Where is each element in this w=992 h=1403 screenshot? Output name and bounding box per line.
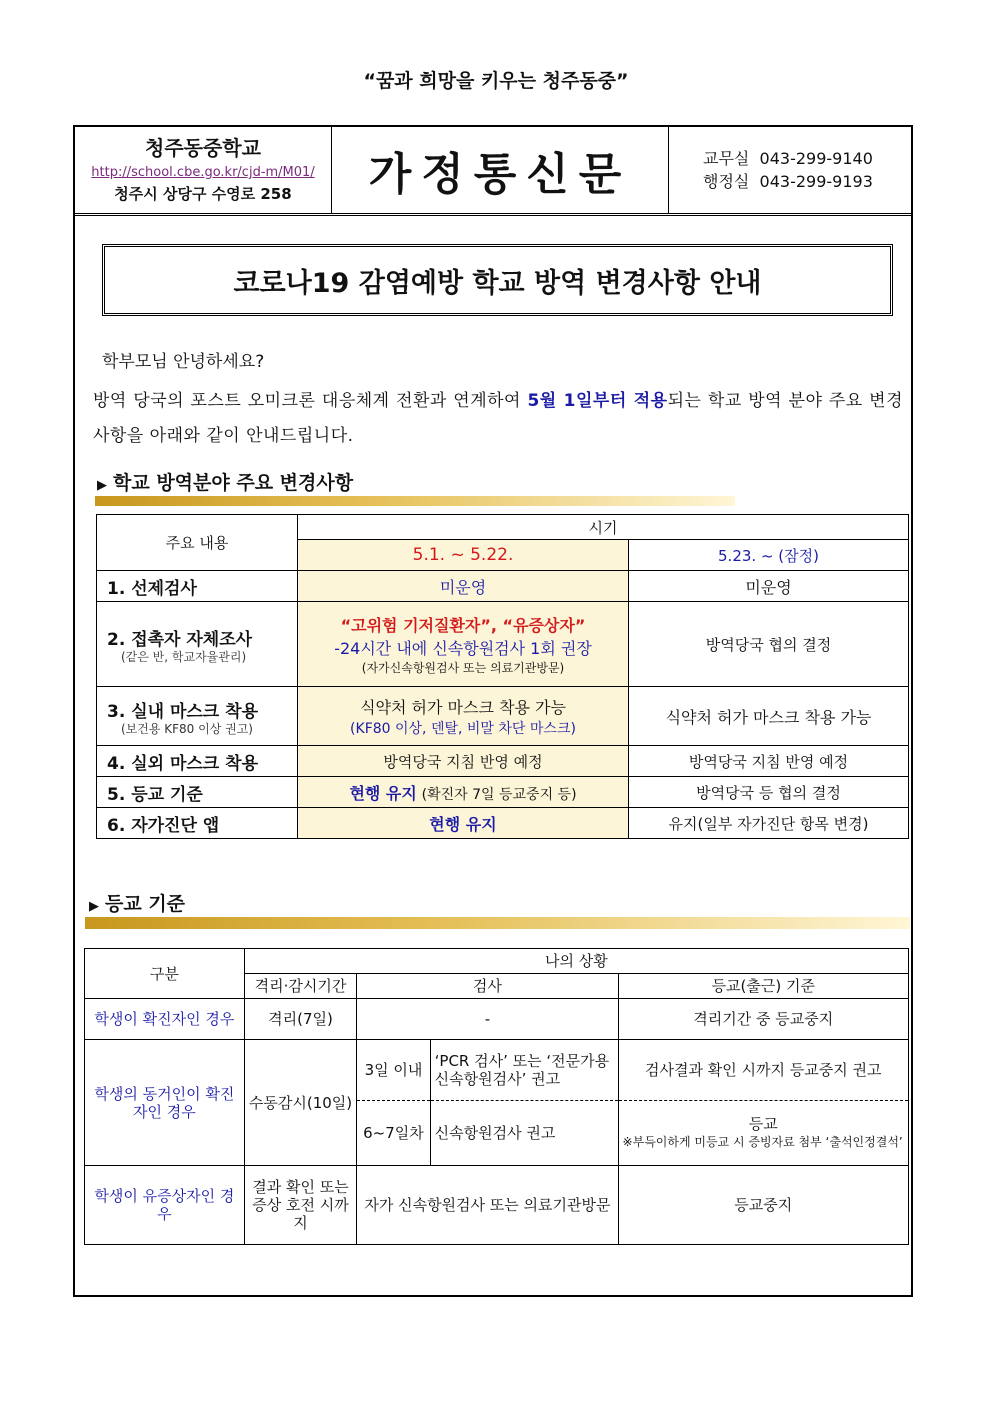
- row-period1: 현행 유지: [298, 808, 629, 839]
- contact-phone: 043-299-9140: [759, 149, 873, 168]
- school-name: 청주동중학교: [145, 136, 261, 160]
- contact-info: [703, 147, 873, 193]
- contact-row: [703, 170, 873, 193]
- header-divider: [75, 215, 911, 216]
- row-period1: 미운영: [298, 571, 629, 602]
- col-header-test: 검사: [357, 974, 618, 999]
- row-period2: 방역당국 협의 결정: [629, 602, 909, 687]
- row-period1-line: -24시간 내에 신속항원검사 1회 권장: [334, 638, 592, 658]
- row-item-note: (같은 반, 학교자율관리): [121, 649, 247, 664]
- notice-title: 코로나19 감염예방 학교 방역 변경사항 안내: [233, 267, 762, 299]
- school-motto: “꿈과 희망을 키우는 청주동중”: [363, 70, 629, 92]
- school-info: [75, 127, 332, 213]
- row-item: 6. 자가진단 앱: [97, 808, 298, 839]
- col-header-attendance: 등교(출근) 기준: [618, 974, 908, 999]
- row-item-note: (보건용 KF80 이상 권고): [121, 721, 253, 736]
- row-period2: 방역당국 지침 반영 예정: [629, 746, 909, 777]
- row-attendance: 등교: [748, 1115, 778, 1133]
- contact-phone: 043-299-9193: [759, 172, 873, 191]
- row-period2: 방역당국 등 협의 결정: [629, 777, 909, 808]
- row-attendance-cell: [618, 1101, 908, 1166]
- row-period1-note: (확진자 7일 등교중지 등): [421, 786, 577, 803]
- row-period1-cell: [298, 777, 629, 808]
- row-when: 3일 이내: [357, 1040, 430, 1101]
- newsletter-title-cell: [332, 127, 669, 213]
- row-item: 1. 선제검사: [97, 571, 298, 602]
- section-heading: [89, 889, 185, 916]
- row-test: ‘PCR 검사’ 또는 ‘전문가용 신속항원검사’ 권고: [430, 1040, 618, 1101]
- row-attendance: 격리기간 중 등교중지: [618, 999, 908, 1040]
- row-item: 5. 등교 기준: [97, 777, 298, 808]
- row-test: -: [357, 999, 618, 1040]
- row-period2: 미운영: [629, 571, 909, 602]
- row-period1-line: “고위험 기저질환자”, “유증상자”: [340, 615, 586, 635]
- intro-highlight: 5월 1일부터 적용: [527, 391, 668, 411]
- attendance-table: [84, 948, 909, 1245]
- row-when: 6~7일차: [357, 1101, 430, 1166]
- newsletter-header: [75, 127, 911, 214]
- col-header-main: 주요 내용: [97, 515, 298, 571]
- row-period1-line: (KF80 이상, 덴탈, 비말 차단 마스크): [350, 720, 576, 737]
- row-period1: 방역당국 지침 반영 예정: [298, 746, 629, 777]
- col-header-isolation: 격리·감시기간: [244, 974, 357, 999]
- row-attendance: 검사결과 확인 시까지 등교중지 권고: [618, 1040, 908, 1101]
- row-period1-cell: [298, 687, 629, 746]
- newsletter-frame: [73, 125, 913, 1297]
- triangle-right-icon: ▶: [97, 478, 107, 493]
- school-address: 청주시 상당구 수영로 258: [114, 185, 292, 203]
- row-item-cell: [97, 687, 298, 746]
- row-period2: 식약처 허가 마스크 착용 가능: [629, 687, 909, 746]
- intro-text: 방역 당국의 포스트 오미크론 대응체계 전환과 연계하여: [93, 391, 528, 411]
- row-item: 2. 접촉자 자체조사: [107, 629, 253, 650]
- row-period1-main: 현행 유지: [349, 783, 417, 803]
- row-item: 4. 실외 마스크 착용: [97, 746, 298, 777]
- notice-title-box: [102, 244, 893, 316]
- section-underline-bar: [95, 496, 735, 506]
- greeting: 학부모님 안녕하세요?: [102, 352, 265, 372]
- row-category: 학생이 확진자인 경우: [85, 999, 245, 1040]
- row-isolation: 수동감시(10일): [244, 1040, 357, 1166]
- period1-header: 5.1. ~ 5.22.: [298, 540, 629, 571]
- section-title: 등교 기준: [105, 893, 186, 915]
- triangle-right-icon: ▶: [89, 899, 99, 914]
- contact-label: 교무실: [703, 149, 750, 168]
- section-underline-bar: [85, 917, 910, 929]
- contact-label: 행정실: [703, 172, 750, 191]
- row-item-cell: [97, 602, 298, 687]
- section-title: 학교 방역분야 주요 변경사항: [113, 472, 354, 494]
- section-heading: [97, 468, 353, 495]
- intro-text: 되는 학교 방역 분야 주요 변경사항을 아래와 같이 안내드립니다.: [93, 391, 903, 446]
- row-item: 3. 실내 마스크 착용: [107, 701, 258, 722]
- intro-paragraph: [93, 384, 903, 454]
- row-attendance: 등교중지: [618, 1166, 908, 1245]
- col-header-category: 구분: [85, 949, 245, 999]
- contact-row: [703, 147, 873, 170]
- row-isolation: 격리(7일): [244, 999, 357, 1040]
- row-attendance-note: ※부득이하게 미등교 시 증빙자료 첨부 ‘출석인정결석’: [622, 1135, 903, 1149]
- row-category: 학생의 동거인이 확진자인 경우: [85, 1040, 245, 1166]
- newsletter-title: 가정통신문: [368, 149, 632, 200]
- row-isolation: 결과 확인 또는 증상 호전 시까지: [244, 1166, 357, 1245]
- row-period1-line: 식약처 허가 마스크 착용 가능: [360, 697, 566, 717]
- period2-header: 5.23. ~ (잠정): [629, 540, 909, 571]
- row-category: 학생이 유증상자인 경우: [85, 1166, 245, 1245]
- col-header-period: 시기: [298, 515, 909, 540]
- row-period1-note: (자가신속항원검사 또는 의료기관방문): [361, 660, 565, 675]
- row-test: 자가 신속항원검사 또는 의료기관방문: [357, 1166, 618, 1245]
- row-period2: 유지(일부 자가진단 항목 변경): [629, 808, 909, 839]
- row-period1-cell: [298, 602, 629, 687]
- changes-table: [96, 514, 909, 839]
- row-test: 신속항원검사 권고: [430, 1101, 618, 1166]
- col-header-situation: 나의 상황: [244, 949, 908, 974]
- school-url-link[interactable]: http://school.cbe.go.kr/cjd-m/M01/: [91, 165, 315, 180]
